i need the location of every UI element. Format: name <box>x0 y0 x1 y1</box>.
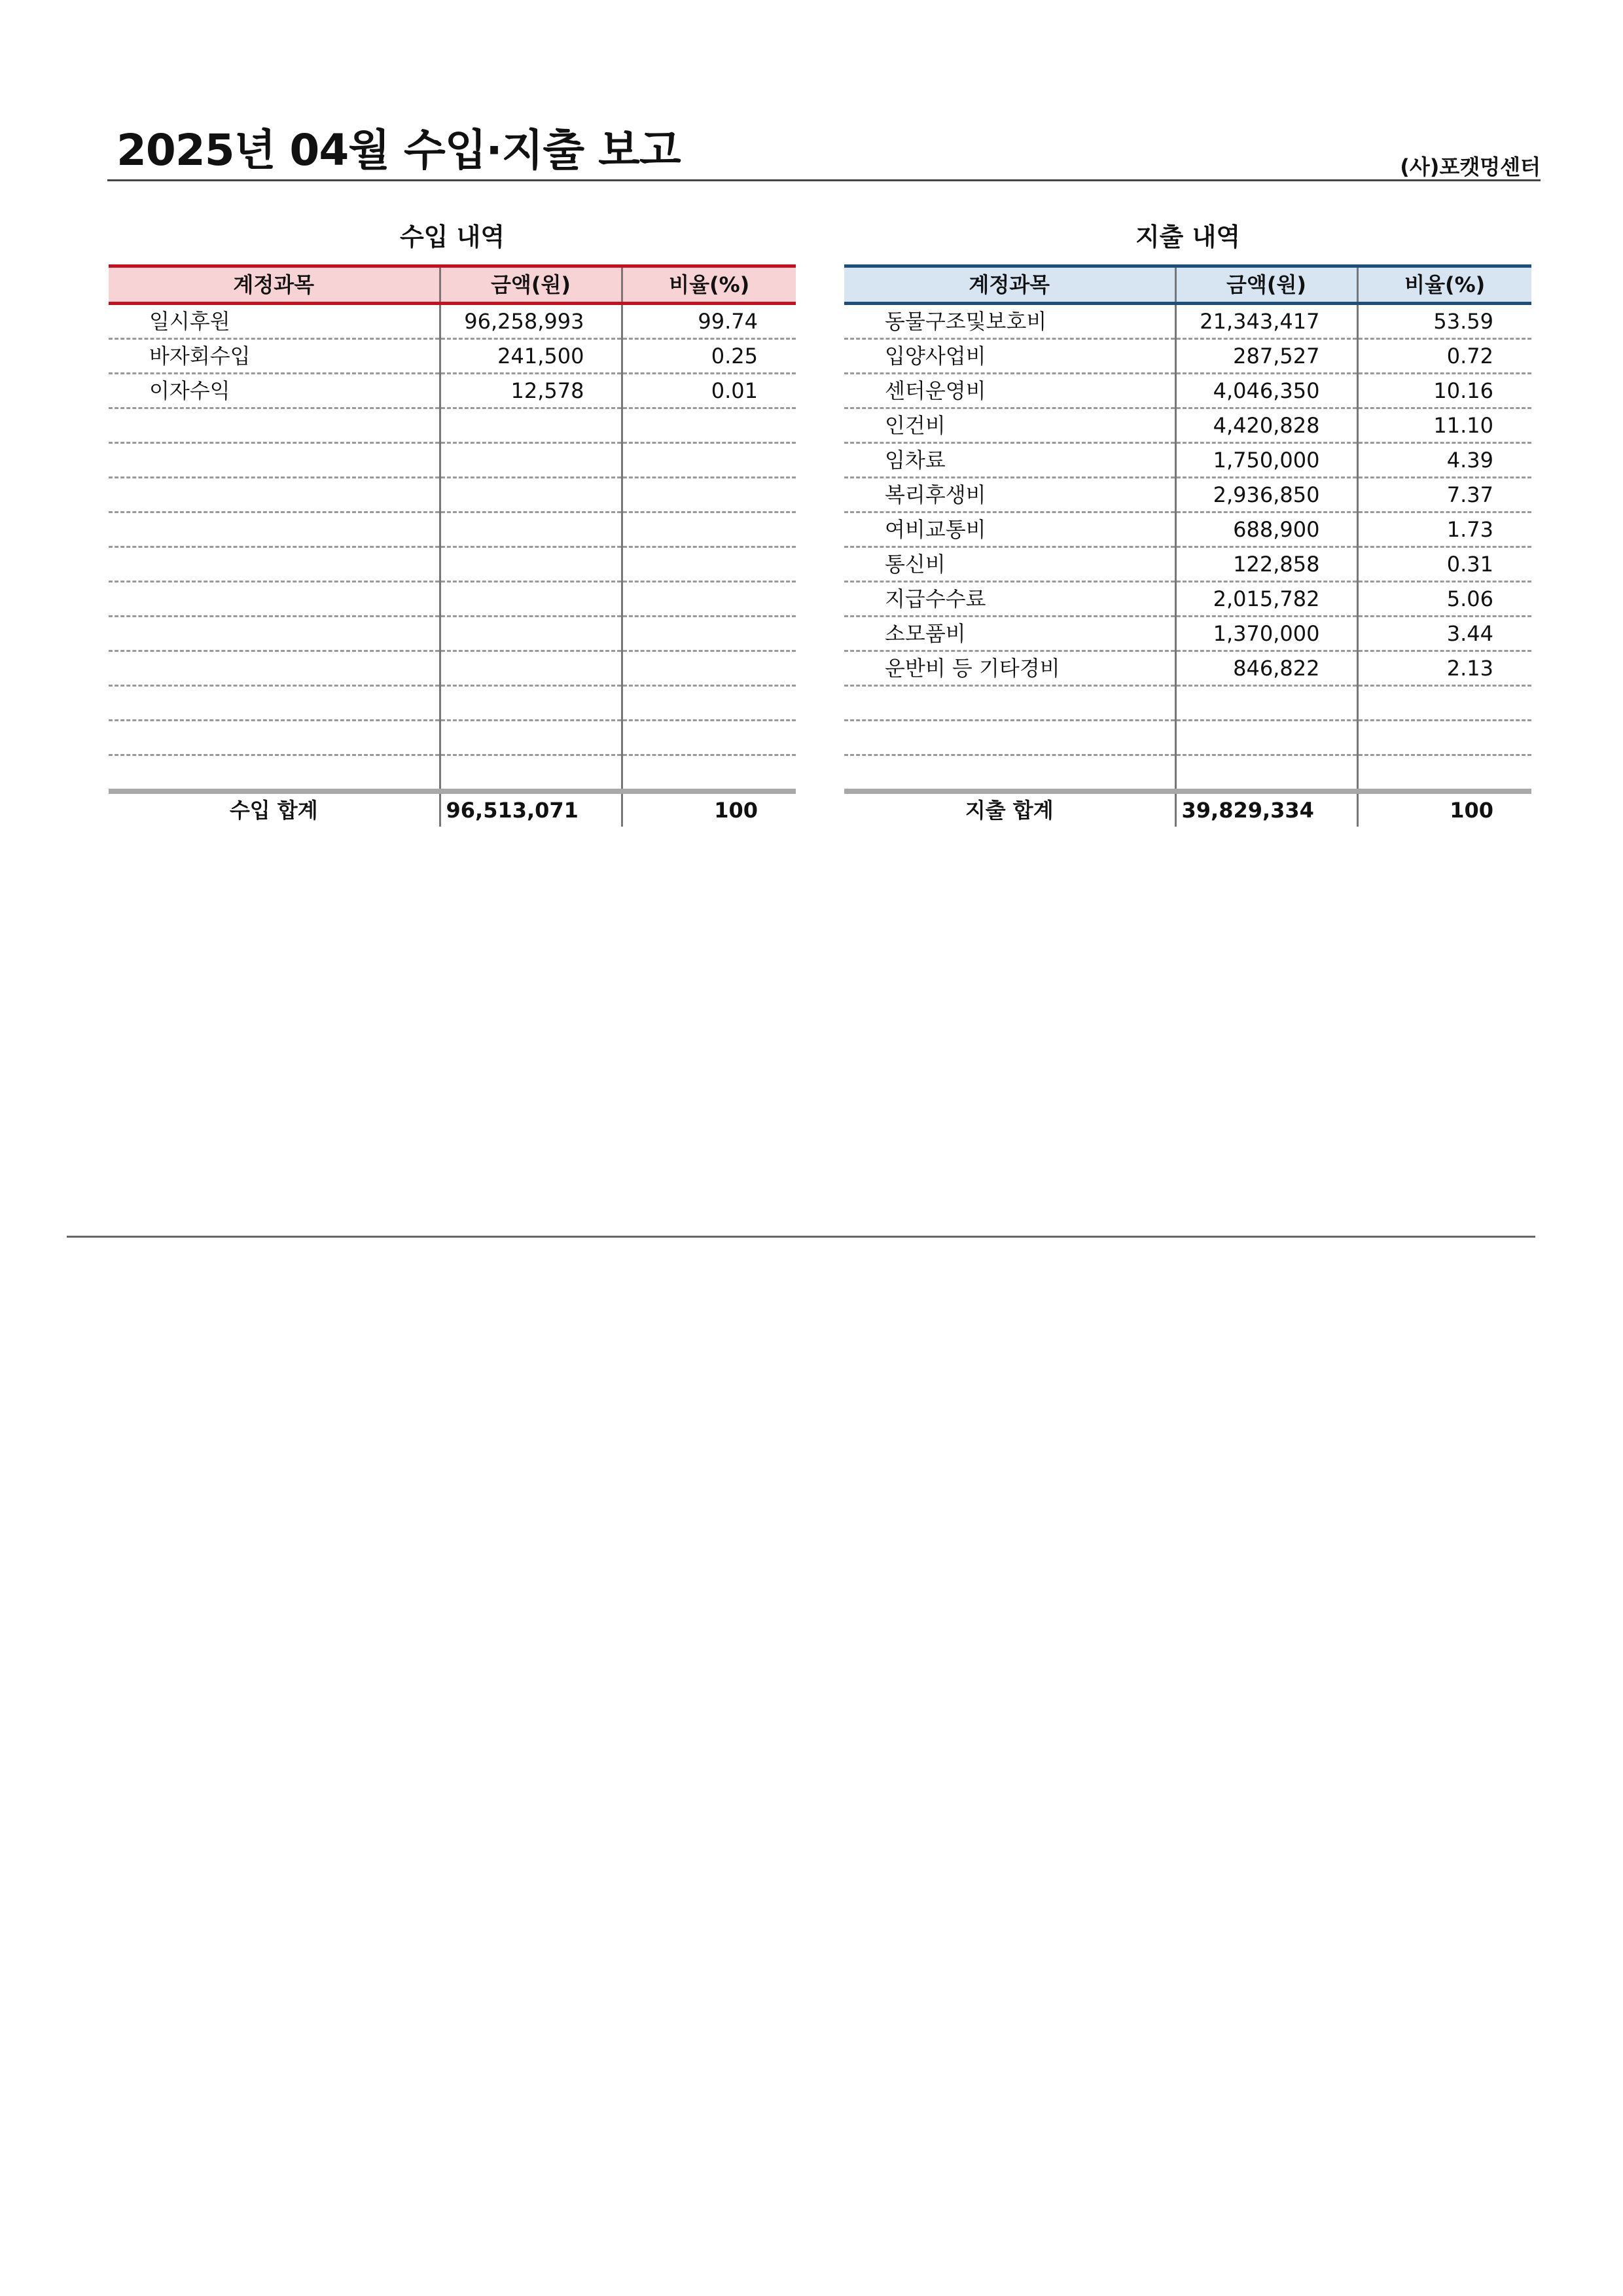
expense-total-amount: 39,829,334 <box>1175 791 1357 827</box>
table-row <box>109 617 796 651</box>
income-cell-ratio <box>622 651 796 686</box>
table-row <box>844 408 1531 443</box>
income-cell-amount <box>440 651 622 686</box>
expense-cell-ratio: 53.59 <box>1357 304 1531 339</box>
income-cell-ratio <box>622 755 796 792</box>
income-cell-name <box>109 721 440 755</box>
table-row <box>109 582 796 617</box>
expense-section-title: 지출 내역 <box>1135 223 1241 251</box>
expense-cell-ratio: 7.37 <box>1357 478 1531 512</box>
income-total-amount: 96,513,071 <box>440 791 622 827</box>
table-row <box>109 547 796 582</box>
income-cell-ratio <box>622 686 796 721</box>
table-row <box>844 512 1531 547</box>
table-row <box>109 304 796 339</box>
table-row <box>844 547 1531 582</box>
income-cell-ratio <box>622 443 796 478</box>
income-cell-ratio <box>622 547 796 582</box>
expense-cell-name: 지급수수료 <box>844 582 1175 617</box>
table-row <box>109 339 796 374</box>
expense-cell-name: 입양사업비 <box>844 339 1175 374</box>
income-cell-amount <box>440 686 622 721</box>
income-cell-amount: 12,578 <box>440 374 622 408</box>
table-row <box>844 478 1531 512</box>
report-title: 2025년 04월 수입·지출 보고 <box>116 125 681 175</box>
income-header-row <box>109 266 796 304</box>
income-cell-ratio <box>622 721 796 755</box>
expense-cell-amount: 287,527 <box>1175 339 1357 374</box>
table-row <box>844 582 1531 617</box>
expense-cell-ratio: 4.39 <box>1357 443 1531 478</box>
expense-col-ratio: 비율(%) <box>1357 266 1531 304</box>
table-row <box>109 443 796 478</box>
expense-col-account: 계정과목 <box>844 266 1175 304</box>
income-section-title: 수입 내역 <box>399 223 505 251</box>
income-table <box>109 264 796 827</box>
footer-divider <box>67 1236 1535 1238</box>
income-cell-name <box>109 512 440 547</box>
expense-cell-amount: 688,900 <box>1175 512 1357 547</box>
expense-cell-name: 동물구조및보호비 <box>844 304 1175 339</box>
expense-cell-ratio: 1.73 <box>1357 512 1531 547</box>
expense-cell-ratio: 2.13 <box>1357 651 1531 686</box>
income-col-ratio: 비율(%) <box>622 266 796 304</box>
expense-cell-name: 여비교통비 <box>844 512 1175 547</box>
income-cell-amount <box>440 755 622 792</box>
expense-total-row <box>844 791 1531 827</box>
expense-cell-amount: 2,936,850 <box>1175 478 1357 512</box>
table-row <box>844 686 1531 721</box>
expense-cell-ratio: 5.06 <box>1357 582 1531 617</box>
expense-cell-name <box>844 686 1175 721</box>
expense-cell-name: 임차료 <box>844 443 1175 478</box>
expense-cell-amount: 4,046,350 <box>1175 374 1357 408</box>
expense-cell-amount: 846,822 <box>1175 651 1357 686</box>
expense-cell-amount <box>1175 721 1357 755</box>
expense-cell-ratio <box>1357 686 1531 721</box>
expense-cell-name: 소모품비 <box>844 617 1175 651</box>
income-cell-amount <box>440 617 622 651</box>
expense-cell-name: 인건비 <box>844 408 1175 443</box>
income-cell-name: 바자회수입 <box>109 339 440 374</box>
income-cell-ratio: 0.01 <box>622 374 796 408</box>
income-cell-amount <box>440 408 622 443</box>
table-row <box>109 755 796 792</box>
table-row <box>844 443 1531 478</box>
expense-cell-amount: 21,343,417 <box>1175 304 1357 339</box>
expense-cell-name <box>844 721 1175 755</box>
table-row <box>109 374 796 408</box>
organization-name: (사)포캣멍센터 <box>1400 154 1541 179</box>
income-cell-ratio <box>622 512 796 547</box>
income-cell-name: 일시후원 <box>109 304 440 339</box>
income-cell-amount <box>440 547 622 582</box>
income-total-row <box>109 791 796 827</box>
income-cell-name <box>109 478 440 512</box>
income-cell-ratio <box>622 582 796 617</box>
income-total-ratio: 100 <box>622 791 796 827</box>
income-cell-name <box>109 547 440 582</box>
income-cell-name: 이자수익 <box>109 374 440 408</box>
expense-cell-amount: 2,015,782 <box>1175 582 1357 617</box>
table-row <box>109 686 796 721</box>
income-cell-amount <box>440 512 622 547</box>
income-cell-name <box>109 651 440 686</box>
table-row <box>844 755 1531 792</box>
table-row <box>109 408 796 443</box>
expense-cell-ratio: 3.44 <box>1357 617 1531 651</box>
expense-cell-amount: 1,370,000 <box>1175 617 1357 651</box>
income-cell-amount <box>440 582 622 617</box>
income-cell-name <box>109 582 440 617</box>
income-cell-name <box>109 443 440 478</box>
expense-cell-amount: 1,750,000 <box>1175 443 1357 478</box>
table-row <box>844 304 1531 339</box>
income-cell-amount <box>440 478 622 512</box>
income-cell-amount: 96,258,993 <box>440 304 622 339</box>
table-row <box>844 721 1531 755</box>
expense-cell-amount <box>1175 755 1357 792</box>
expense-cell-amount <box>1175 686 1357 721</box>
expense-cell-ratio: 0.31 <box>1357 547 1531 582</box>
income-cell-name <box>109 686 440 721</box>
income-total-label: 수입 합계 <box>109 791 440 827</box>
income-cell-name <box>109 755 440 792</box>
expense-cell-ratio <box>1357 721 1531 755</box>
income-cell-amount <box>440 443 622 478</box>
expense-cell-name: 복리후생비 <box>844 478 1175 512</box>
expense-table <box>844 264 1531 827</box>
expense-total-ratio: 100 <box>1357 791 1531 827</box>
expense-cell-ratio: 10.16 <box>1357 374 1531 408</box>
expense-cell-ratio: 11.10 <box>1357 408 1531 443</box>
expense-cell-ratio <box>1357 755 1531 792</box>
expense-section <box>844 223 1531 827</box>
income-cell-name <box>109 408 440 443</box>
expense-cell-amount: 4,420,828 <box>1175 408 1357 443</box>
table-row <box>109 651 796 686</box>
income-cell-ratio <box>622 408 796 443</box>
income-col-account: 계정과목 <box>109 266 440 304</box>
income-cell-ratio: 99.74 <box>622 304 796 339</box>
income-cell-amount: 241,500 <box>440 339 622 374</box>
income-cell-ratio: 0.25 <box>622 339 796 374</box>
income-cell-name <box>109 617 440 651</box>
income-cell-amount <box>440 721 622 755</box>
income-cell-ratio <box>622 617 796 651</box>
income-section <box>109 223 796 827</box>
income-col-amount: 금액(원) <box>440 266 622 304</box>
table-row <box>109 478 796 512</box>
table-row <box>844 374 1531 408</box>
header-divider <box>107 179 1541 181</box>
income-cell-ratio <box>622 478 796 512</box>
expense-cell-name: 운반비 등 기타경비 <box>844 651 1175 686</box>
expense-total-label: 지출 합계 <box>844 791 1175 827</box>
expense-header-row <box>844 266 1531 304</box>
expense-cell-name <box>844 755 1175 792</box>
expense-cell-name: 통신비 <box>844 547 1175 582</box>
expense-cell-amount: 122,858 <box>1175 547 1357 582</box>
table-row <box>109 512 796 547</box>
expense-col-amount: 금액(원) <box>1175 266 1357 304</box>
table-row <box>844 339 1531 374</box>
table-row <box>844 617 1531 651</box>
expense-cell-name: 센터운영비 <box>844 374 1175 408</box>
expense-cell-ratio: 0.72 <box>1357 339 1531 374</box>
table-row <box>844 651 1531 686</box>
table-row <box>109 721 796 755</box>
